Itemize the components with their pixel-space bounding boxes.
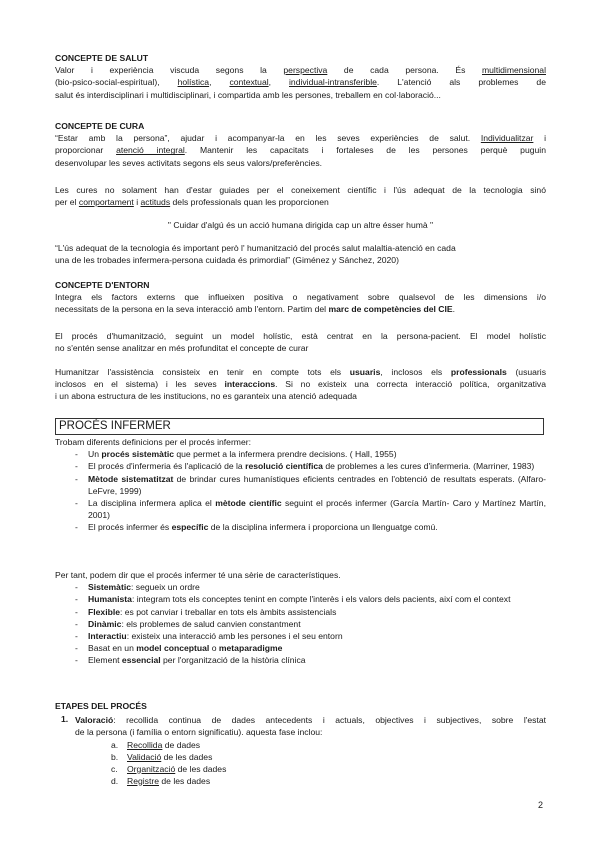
salut-line-2: (bio-psico-social-espiritual), holística, contextual, individual-intransferible. L'atenció als problemes de <box>55 77 546 88</box>
step-line-2: de la persona (i família o entorn significatiu). aquesta fase inclou: <box>75 727 323 738</box>
cura-line-3: desenvolupar les seves activitats segons els seus valors/preferències. <box>55 157 323 168</box>
characteristics-list <box>55 581 546 666</box>
characteristic-item: - Interactiu: existeix una interacció amb les persones i el seu entorn <box>55 630 546 642</box>
section-proces-definicions <box>55 436 546 534</box>
tecnologia-line-1: “L'ús adequat de la tecnologia és important però l' humanització del procés salut malaltia-atenció en cada <box>55 243 456 253</box>
cura-line-2: proporcionar atenció integral. Mantenir les capacitats i fortaleses de les persones perquè puguin <box>55 145 546 156</box>
salut-line-3: salut és interdisciplinari i multidisciplinari, i compartida amb les persones, treballem en col·laboració... <box>55 89 441 100</box>
humanitzacio-line-2: no s'entén sense analitzar en més profunditat el concepte de curar <box>55 343 309 354</box>
characteristic-item: - Humanista: integram tots els conceptes tenint en compte l'interès i els valors dels pacients, així com el context <box>55 593 546 605</box>
definition-item: - El procés d'infermeria és l'aplicació de la resolució científica de problemes a les cures d'infermeria. (Marriner, 1983) <box>55 460 546 472</box>
heading-concepte-salut: CONCEPTE DE SALUT <box>55 53 149 63</box>
paragraph-humanitzacio <box>55 330 546 354</box>
assistencia-line-3: i un abona estructura de les institucions, no es garanteix una atenció adequada <box>55 391 357 402</box>
quote-text: " Cuidar d'algú és un acció humana dirigida cap un altre ésser humà " <box>167 220 434 230</box>
proces-intro: Trobam diferents definicions per el procés infermer: <box>55 437 251 447</box>
heading-concepte-cura: CONCEPTE DE CURA <box>55 121 145 131</box>
characteristic-item: - Sistemàtic: segueix un ordre <box>55 581 546 593</box>
step-valoracio <box>55 714 546 738</box>
heading-etapes: ETAPES DEL PROCÉS <box>55 701 147 711</box>
chars-intro: Per tant, podem dir que el procés infermer té una sèrie de característiques. <box>55 570 341 580</box>
box-title: PROCÉS INFERMER <box>59 420 171 432</box>
paragraph-cures <box>55 184 546 208</box>
substep-item: a. Recollida de dades <box>111 739 201 750</box>
paragraph-tecnologia <box>55 242 546 266</box>
characteristic-item: - Basat en un model conceptual o metaparadigme <box>55 642 546 654</box>
definition-item: - Mètode sistematitzat de brindar cures humanístiques eficients centrades en l'obtenció de resultats esperats. (Alfaro-LeFvre, 1999) <box>55 473 546 497</box>
page-number: 2 <box>538 800 544 810</box>
tecnologia-line-2: una de les trobades infermera-persona cuidada és primordial” (Giménez y Sánchez, 2020) <box>55 255 399 266</box>
substep-item: c. Organització de les dades <box>111 763 227 774</box>
section-etapes <box>55 700 546 787</box>
step-number: 1. <box>61 714 69 725</box>
quote-block <box>55 219 546 231</box>
entorn-line-1: Integra els factors externs que influeixen positiva o negativament sobre qualsevol de les dimensions i/o <box>55 292 546 303</box>
humanitzacio-line-1: El procés d'humanització, seguint un model holístic, està centrat en la persona-pacient. El model holístic <box>55 331 546 341</box>
section-concepte-salut <box>55 52 546 101</box>
cures-line-2: per el comportament i actituds dels professionals quan les proporcionen <box>55 197 329 208</box>
step-line-1: Valoració: recollida continua de dades antecedents i actuals, objectives i subjectives, sobre l'estat <box>75 715 546 726</box>
section-concepte-cura <box>55 120 546 169</box>
cura-line-1: “Estar amb la persona”, ajudar i acompanyar-la en les seves experiències de salut. Individualitzar i <box>55 133 547 144</box>
characteristic-item: - Flexible: es pot canviar i treballar en tots els àmbits assistencials <box>55 606 546 618</box>
cures-line-1: Les cures no solament han d'estar guiades per el coneixement científic i l'ús adequat de la tecnologia sinó <box>55 185 546 195</box>
definitions-list <box>55 448 546 533</box>
entorn-line-2: necessitats de la persona en la seva interacció amb l'entorn. Partim del marc de competències del CIE. <box>55 304 456 315</box>
heading-concepte-entorn: CONCEPTE D'ENTORN <box>55 280 150 290</box>
characteristic-item: - Element essencial per l'organització de la història clínica <box>55 654 546 666</box>
definition-item: - El procés infermer és específic de la disciplina infermera i proporciona un llenguatge comú. <box>55 521 546 533</box>
assistencia-line-1: Humanitzar l'assistència consisteix en tenir en compte tots els usuaris, inclosos els professionals (usuaris <box>55 367 547 377</box>
paragraph-assistencia <box>55 366 546 403</box>
characteristic-item: - Dinàmic: els problemes de salud canvien constantment <box>55 618 546 630</box>
substeps-list <box>55 739 546 787</box>
section-concepte-entorn <box>55 279 546 316</box>
section-caracteristiques <box>55 569 546 667</box>
substep-item: d. Registre de les dades <box>111 775 211 786</box>
salut-line-1: Valor i experiència viscuda segons la perspectiva de cada persona. És multidimensional <box>55 65 546 76</box>
definition-item: - Un procés sistemàtic que permet a la infermera prendre decisions. ( Hall, 1955) <box>55 448 546 460</box>
substep-item: b. Validació de les dades <box>111 751 213 762</box>
definition-item: - La disciplina infermera aplica el mètode científic seguint el procés infermer (García Martín- Caro y Martínez Martín, 2001) <box>55 497 546 521</box>
section-box-proces-infermer <box>55 418 544 435</box>
assistencia-line-2: inclosos en el sistema) i les seves interaccions. Si no existeix una correcta interacció política, organitzativa <box>55 379 546 390</box>
